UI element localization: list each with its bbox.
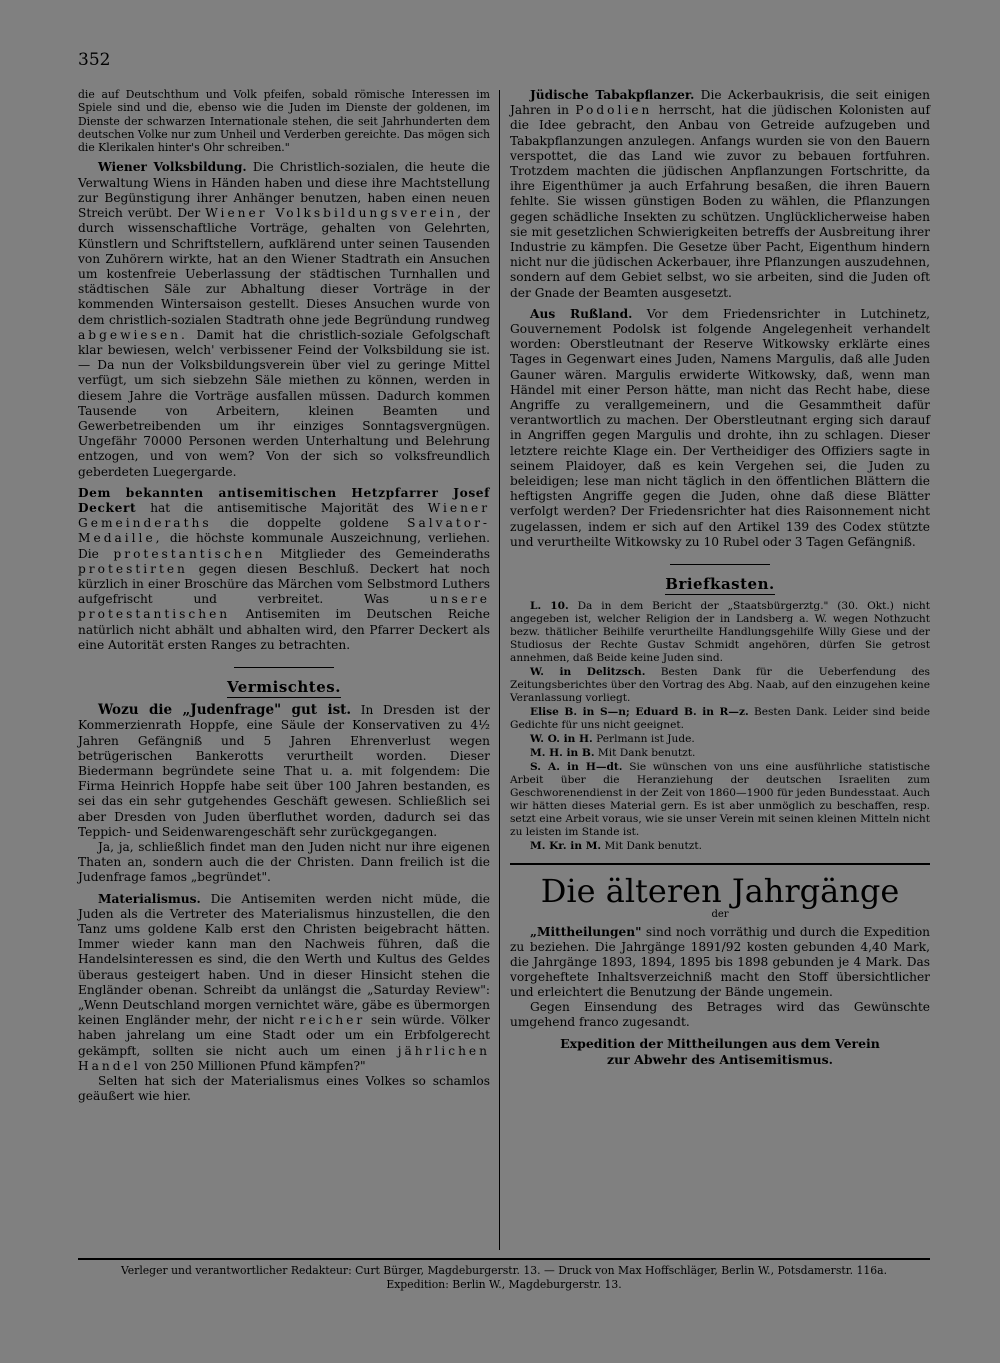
ad-text-1 [510, 925, 930, 1000]
wiener-heading: Wiener Volksbildung. [98, 160, 247, 175]
briefkasten-recipient: M. Kr. in M. [530, 840, 602, 853]
wiener-article [78, 160, 490, 479]
briefkasten-entry [510, 706, 930, 732]
briefkasten-recipient: W. O. in H. [530, 733, 593, 746]
wiener-text-1: Die Christlich-sozialen, die heute die Verwaltung Wiens in Händen haben und diese ihre Machtstellung zur Begünstigung ihrer Anhänger benutzen, haben einen neuen Streich verübt. Der [78, 160, 491, 221]
ad-text-2: Gegen Einsendung des Betrages wird das Gewünschte umgehend franco zugesandt. [510, 1000, 930, 1030]
imprint-footer [78, 1258, 930, 1292]
briefkasten-text: Sie wünschen von uns eine ausführliche statistische Arbeit über die Heranziehung der deutschen Israeliten zum Geschworenendienst in der Zeit von 1860—1900 für jeden Bundesstaat. Auch wir hätten dieses Material gern. Es ist aber unmöglich zu beschaffen, resp. setzt eine Arbeit voraus, wie sie unser Verein mit seinen kleinen Mitteln nicht zu leisten im Stande ist. [510, 761, 931, 839]
briefkasten-text: Besten Dank für die Ueberfendung des Zeitungsberichtes über den Vortrag des Abg. Naab, auf den einzugehen keine Veranlassung vorliegt. [510, 666, 930, 705]
ad-footer-line-2: zur Abwehr des Antisemitismus. [607, 1052, 833, 1068]
left-column [78, 88, 490, 1104]
materialismus-spaced-2: jährlichen Handel [78, 1043, 490, 1073]
section-rule [234, 667, 334, 668]
deckert-text-1: hat die antisemitische Majorität des [150, 500, 414, 515]
briefkasten-recipient: M. H. in B. [530, 747, 595, 760]
briefkasten-recipient: S. A. in H—dt. [530, 761, 623, 774]
right-column [510, 88, 930, 1068]
wiener-spaced-2: abgewiesen. [78, 327, 188, 342]
ad-der: der [711, 909, 729, 921]
wozu-article [78, 703, 490, 840]
column-divider [499, 90, 500, 1250]
intro-paragraph: die auf Deutschthum und Volk pfeifen, sobald römische Interessen im Spiele sind und die, ebenso wie die Juden im Dienste der goldenen, im Dienste der schwarzen Internationale stehen, die seit Jahrhunderten dem deutschen Volke nur zum Unheil und Verderben gereichte. Das mögen sich die Klerikalen hinter's Ohr schreiben." [78, 88, 490, 155]
section-rule-2 [670, 564, 770, 565]
briefkasten-heading-text: Briefkasten. [665, 575, 775, 594]
deckert-text-6: Antisemiten im Deutschen Reiche natürlich nicht abhält und abhalten wird, den Pfarrer Deckert als eine Autorität ersten Ranges zu betrachten. [78, 607, 490, 652]
vermischtes-heading [78, 677, 490, 696]
tabak-spaced: Podolien [575, 103, 653, 118]
page-number: 352 [78, 50, 111, 70]
russland-heading: Aus Rußland. [530, 306, 633, 321]
ad-title: Die älteren Jahrgänge [540, 872, 900, 911]
deckert-spaced-3: protestantischen [113, 546, 266, 561]
briefkasten-heading [510, 577, 930, 592]
deckert-spaced-1: Wiener Gemeinderaths [78, 500, 491, 531]
wiener-spaced-1: Wiener Volksbildungsverein, [205, 206, 465, 221]
briefkasten-entry [510, 747, 930, 760]
briefkasten-text: Da in dem Bericht der „Staatsbürgerztg." (30. Okt.) nicht angegeben ist, welcher Religion der in Landsberg a. W. wegen Nothzucht bezw. thätlicher Beihilfe verurtheilte Handlungsgehilfe Willy Giese und der Studiosus der Rechte Gustav Schmidt angehören, dürfen Sie getrost annehmen, daß Beide keine Juden sind. [510, 600, 930, 665]
materialismus-article [78, 892, 490, 1074]
materialismus-text-1: Die Antisemiten werden nicht müde, die Juden als die Vertreter des Materialismus hinzustellen, die den Tanz ums goldene Kalb erst den Christen beigebracht hätten. Immer wieder kann man den Nachweis führen, daß die Handelsinteressen es sind, die den Werth und Kultus des Geldes überaus gesteigert haben. Und in dieser Hinsicht stehen die Engländer obenan. Schreibt da unlängst die „Saturday Review": „Wenn Deutschland morgen vernichtet wäre, gäbe es übermorgen keinen Engländer mehr, der nicht [78, 891, 490, 1028]
ad-footer [510, 1036, 930, 1068]
deckert-spaced-2: Salvator-Medaille, [78, 516, 491, 546]
tabak-text-1: Die Ackerbaukrisis, die seit einigen Jahren in [510, 88, 930, 118]
imprint-line-2: Expedition: Berlin W., Magdeburgerstr. 13. [386, 1278, 622, 1291]
ad-bold-title: „Mittheilungen" [530, 925, 642, 940]
briefkasten-entry [510, 840, 930, 853]
russland-article [510, 307, 930, 550]
tabak-text-2: herrscht, hat die jüdischen Kolonisten auf die Idee gebracht, den Anbau von Getreide aufzugeben und Tabakpflanzungen anzulegen. Anfangs wurden sie von den Bauern verspottet, die das Land wie zuvor zu bebauen fortfuhren. Trotzdem machten die jüdischen Anpflanzungen Fortschritte, da ihre Eigenthümer ja auch Erfahrung besaßen, die ihren Bauern fehlte. Sie wissen günstigen Boden zu wählen, die Pflanzungen gegen schädliche Insekten zu schützen. Unglücklicherweise haben sie mit gesetzlichen Schwierigkeiten betreffs der Ausbreitung ihrer Industrie zu kämpfen. Die Gesetze über Pacht, Eigenthum hindern nicht nur die jüdischen Ackerbauer, ihre Pflanzungen auszudehnen, sondern auf dem Gebiet selbst, wo sie arbeiten, sind die Juden oft der Gnade der Beamten ausgesetzt. [510, 103, 931, 300]
briefkasten-recipient: L. 10. [530, 600, 569, 613]
wiener-text-3: Damit hat die christlich-soziale Gefolgschaft klar bewiesen, welch' verbissener Feind der Volksbildung sie ist. — Da nun der Volksbildungsverein über viel zu geringe Mittel verfügt, um sich siebzehn Säle miethen zu können, werden in diesem Jahre die Vorträge ausfallen müssen. Dadurch kommen Tausende von Arbeitern, kleinen Beamten und Gewerbetreibenden um ihr einziges Sonntagsvergnügen. Ungefähr 70000 Personen werden Unterhaltung und Belehrung entzogen, und von wem? Von der sich so volksfreundlich geberdeten Luegergarde. [78, 327, 491, 479]
deckert-heading: Dem bekannten antisemitischen Hetzpfarrer Josef Deckert [78, 485, 490, 515]
briefkasten-recipient: W. in Delitzsch. [530, 666, 646, 679]
deckert-text-5: gegen diesen Beschluß. Deckert hat noch kürzlich in einer Broschüre das Märchen vom Selbstmord Luthers aufgefrischt und verbreitet. Was [78, 561, 491, 607]
deckert-spaced-4: protestirten [78, 561, 188, 576]
briefkasten-entry [510, 761, 930, 839]
tabak-heading: Jüdische Tabakpflanzer. [530, 88, 695, 102]
ad-footer-line-1: Expedition der Mittheilungen aus dem Verein [560, 1036, 880, 1052]
deckert-spaced-5: unsere protestantischen [78, 592, 490, 622]
briefkasten-recipient: Elise B. in S—n; Eduard B. in R—z. [530, 706, 749, 719]
ad-top-rule [510, 863, 930, 865]
imprint-line-1: Verleger und verantwortlicher Redakteur: Curt Bürger, Magdeburgerstr. 13. — Druck von Max Hoffschläger, Berlin W., Potsdamerstr. 116a. [120, 1264, 888, 1277]
deckert-text-3: die höchste kommunale Auszeichnung, verliehen. Die [78, 531, 491, 561]
deckert-text-4: Mitglieder des Gemeinderaths [280, 546, 491, 561]
materialismus-heading: Materialismus. [98, 891, 201, 906]
russland-text: Vor dem Friedensrichter in Lutchinetz, Gouvernement Podolsk ist folgende Angelegenheit verhandelt worden: Oberstleutnant der Reserve Witkowsky erklärte eines Tages in Gegenwart eines Juden, Namens Margulis, daß alle Juden Gauner wären. Margulis erwiderte Witkowsky, daß, wenn man Händel mit einer Person hätte, man nicht das Recht habe, diese Angriffe zu verallgemeinern, und die Gesammtheit dafür verantwortlich zu machen. Der Oberstleutnant erging sich darauf in Angriffen gegen Margulis und drohte, ihn zu schlagen. Dieser letztere reichte Klage ein. Der Vertheidiger des Offiziers sagte in seinem Plaidoyer, daß es kein Vergehen sei, die Juden zu beleidigen; lese man nicht täglich in den öffentlichen Blättern die heftigsten Angriffe gegen die Juden, ohne daß diese Blätter verfolgt werden? Der Friedensrichter hat dies Raisonnement nicht zugelassen, indem er sich auf den Artikel 139 des Codex stützte und verurtheilte Witkowsky zu 10 Rubel oder 3 Tagen Gefängniß. [510, 306, 930, 549]
wozu-text-1: In Dresden ist der Kommerzienrath Hoppfe, eine Säule der Konservativen zu 4½ Jahren Gefängniß und 5 Jahren Ehrenverlust wegen betrügerischen Bankerotts verurtheilt worden. Dieser Biedermann begründete seine That u. a. mit folgendem: Die Firma Heinrich Hoppfe habe seit über 100 Jahren bestanden, es sei das ein sehr gutgehendes Geschäft gewesen. Schließlich sei aber Dresden von Juden überfluthet worden, dadurch sei das Teppich- und Seidenwarengeschäft sehr zurückgegangen. [78, 703, 491, 839]
materialismus-spaced-1: reicher [299, 1013, 366, 1028]
briefkasten-text: Mit Dank benutzt. [604, 840, 702, 853]
briefkasten-entry [510, 666, 930, 705]
materialismus-text-3: von 250 Millionen Pfund kämpfen?" [144, 1058, 366, 1073]
wiener-text-2: der durch wissenschaftliche Vorträge, gehalten von Gelehrten, Künstlern und Schriftstellern, aufklärend unter seinen Tausenden von Zuhörern wirkte, hat an den Wiener Stadtrath ein Ansuchen um kostenfreie Ueberlassung der städtischen Turnhallen und städtischen Säle zur Abhaltung dieser Vorträge in der kommenden Wintersaison gestellt. Dieses Ansuchen wurde von dem christlich-sozialen Stadtrath ohne jede Begründung rundweg [78, 206, 491, 327]
briefkasten-entry [510, 733, 930, 746]
materialismus-text-4: Selten hat sich der Materialismus eines Volkes so schamlos geäußert wie hier. [78, 1074, 490, 1104]
tabak-article [510, 88, 930, 301]
ad-text-1-body: sind noch vorräthig und durch die Expedition zu beziehen. Die Jahrgänge 1891/92 kosten gebunden 4,40 Mark, die Jahrgänge 1893, 1894, 1895 bis 1898 gebunden je 4 Mark. Das vorgeheftete Inhaltsverzeichniß macht den Stoff übersichtlicher und erleichtert die Benutzung der Bände ungemein. [510, 925, 931, 1000]
briefkasten-list [510, 600, 930, 853]
briefkasten-text: Perlmann ist Jude. [596, 733, 695, 746]
vermischtes-heading-text: Vermischtes. [227, 677, 341, 696]
briefkasten-entry [510, 600, 930, 665]
advertisement-box [510, 873, 930, 1068]
briefkasten-text: Mit Dank benutzt. [597, 747, 696, 760]
briefkasten-text: Besten Dank. Leider sind beide Gedichte für uns nicht geeignet. [510, 706, 930, 732]
deckert-article [78, 486, 490, 653]
deckert-text-2: die doppelte goldene [229, 516, 389, 531]
materialismus-text-2: sein würde. Völker haben jahrelang um eine Stadt oder um ein Erbfolgerecht gekämpft, sollten sie nicht auch um einen [78, 1013, 490, 1058]
wozu-heading: Wozu die „Judenfrage" gut ist. [98, 702, 352, 719]
wozu-text-2: Ja, ja, schließlich findet man den Juden nicht nur ihre eigenen Thaten an, sondern auch die der Christen. Dann freilich ist die Judenfrage famos „begründet". [78, 840, 490, 885]
